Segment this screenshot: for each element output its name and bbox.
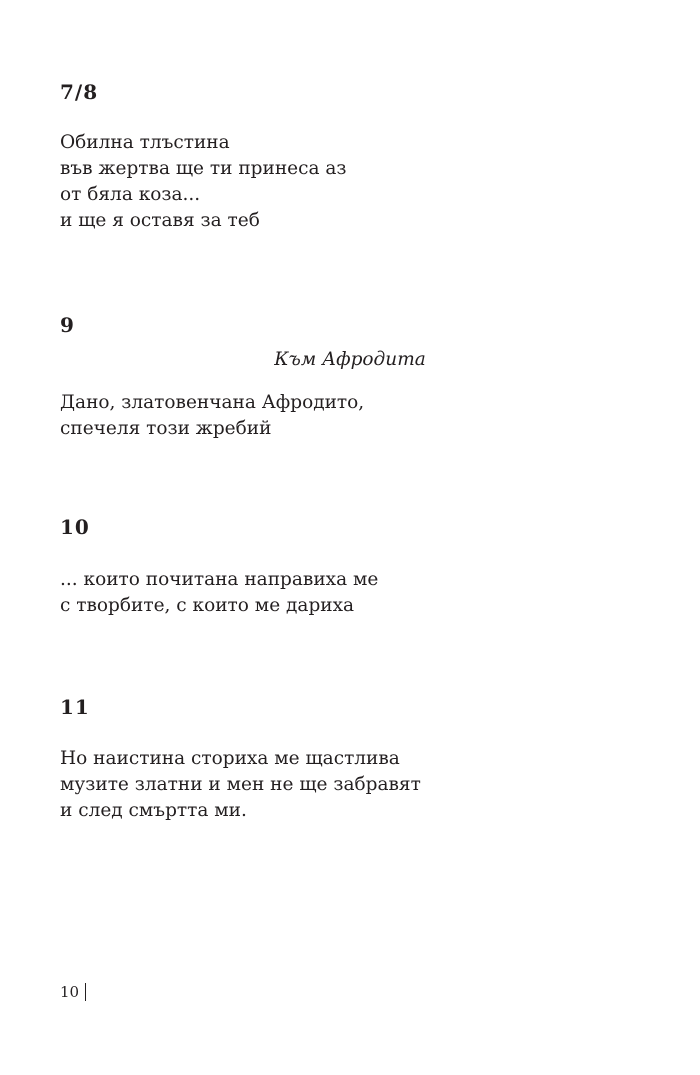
- verse-line: във жертва ще ти принеса аз: [60, 158, 347, 179]
- poem-number: 7/8: [60, 80, 99, 104]
- verse-line: и ще я оставя за теб: [60, 210, 260, 231]
- poem-subtitle: Към Афродита: [274, 349, 426, 370]
- verse-line: Но наистина сториха ме щастлива: [60, 748, 400, 769]
- page-footer: [60, 983, 86, 1001]
- verse-line: Обилна тлъстина: [60, 132, 230, 153]
- poem-text: [60, 567, 378, 619]
- page-number: 10: [60, 982, 80, 1001]
- poem-text: [60, 746, 421, 824]
- verse-line: Дано, златовенчана Афродито,: [60, 392, 365, 413]
- poem-number: 10: [60, 515, 90, 539]
- poem-number: 11: [60, 695, 90, 719]
- verse-line: спечеля този жребий: [60, 418, 272, 439]
- verse-line: ... които почитана направиха ме: [60, 569, 379, 590]
- poem-number: 9: [60, 313, 75, 337]
- footer-divider: [85, 983, 86, 1001]
- verse-line: музите златни и мен не ще забравят: [60, 774, 421, 795]
- verse-line: от бяла коза...: [60, 184, 201, 205]
- poem-text: [60, 390, 364, 442]
- verse-line: с творбите, с които ме дариха: [60, 595, 355, 616]
- poem-text: [60, 130, 347, 234]
- verse-line: и след смъртта ми.: [60, 800, 247, 821]
